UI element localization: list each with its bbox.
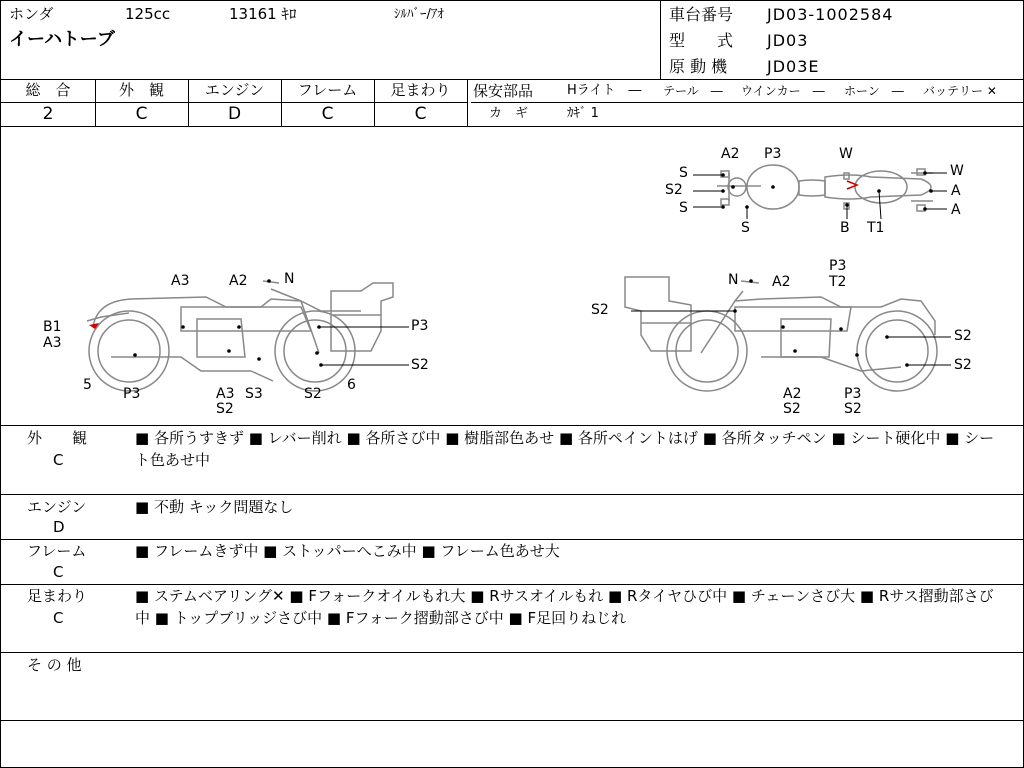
diagram-label: P3 bbox=[123, 386, 141, 402]
displacement: 125cc bbox=[125, 5, 171, 23]
grade-value-engine: D bbox=[227, 104, 242, 124]
safety-mid-rule bbox=[471, 102, 1023, 103]
remark-item: ■ ストッパーへこみ中 bbox=[263, 542, 417, 560]
diagram-label: S2 bbox=[665, 182, 683, 198]
diagram-label: S bbox=[741, 220, 750, 236]
mileage: 13161 ｷﾛ bbox=[229, 5, 297, 23]
maker: ホンダ bbox=[9, 5, 54, 23]
diagram-label: 5 bbox=[83, 377, 92, 393]
diagram-label: S2 bbox=[304, 386, 322, 402]
diagram-label: P3 bbox=[844, 386, 862, 402]
grade-header-suspension: 足まわり bbox=[390, 81, 451, 99]
remark-item: ■ フレーム色あせ大 bbox=[421, 542, 559, 560]
remark-label-engine: エンジン bbox=[27, 498, 87, 516]
diagram-label: A3 bbox=[43, 335, 62, 351]
grade-header-overall: 総 合 bbox=[25, 81, 71, 99]
type-value: JD03 bbox=[767, 31, 809, 50]
grade-value-frame: C bbox=[321, 104, 334, 124]
remark-item: ■ トップブリッジさび中 bbox=[155, 609, 322, 627]
grade-value-exterior: C bbox=[135, 104, 148, 124]
diagram-label: B bbox=[840, 220, 850, 236]
diagram-label: A2 bbox=[721, 146, 740, 162]
diagram-label: S3 bbox=[245, 386, 263, 402]
remark-item: ■ Fフォーク摺動部さび中 bbox=[327, 609, 504, 627]
diagram-label: 6 bbox=[347, 377, 356, 393]
diagram-label: T2 bbox=[829, 274, 847, 290]
grades-bottom-rule bbox=[1, 126, 1023, 127]
remark-items-suspension bbox=[135, 585, 1005, 629]
remark-grade-suspension: C bbox=[53, 609, 64, 627]
key-value: ｶｷﾞ 1 bbox=[567, 106, 599, 121]
diagram-label: A2 bbox=[783, 386, 802, 402]
safety-item-tail: テール ― bbox=[663, 84, 723, 98]
diagram-label: A bbox=[951, 183, 961, 199]
grade-header-frame: フレーム bbox=[297, 81, 358, 99]
diagram-label: S bbox=[679, 165, 688, 181]
engine-label: 原 動 機 bbox=[669, 57, 728, 76]
frame-no: JD03-1002584 bbox=[767, 5, 894, 24]
diagram-label: S2 bbox=[591, 302, 609, 318]
diagram-label: A3 bbox=[216, 386, 235, 402]
remark-grade-engine: D bbox=[53, 518, 65, 536]
remark-label-other: そ の 他 bbox=[27, 656, 82, 674]
color: ｼﾙﾊﾞｰ/ｱｵ bbox=[394, 7, 444, 22]
grade-value-overall: 2 bbox=[42, 104, 54, 124]
key-label: カ ギ bbox=[489, 106, 529, 121]
remark-rule bbox=[1, 494, 1023, 495]
safety-item-winker: ウインカー ― bbox=[741, 84, 825, 98]
diagram-label: A2 bbox=[772, 274, 791, 290]
bike-left-view bbox=[87, 281, 393, 391]
remark-items-exterior bbox=[135, 427, 1005, 471]
grade-header-engine: エンジン bbox=[204, 81, 265, 99]
remark-label-suspension: 足まわり bbox=[27, 587, 88, 605]
remark-items-engine bbox=[135, 496, 1005, 518]
model-name: イーハトーブ bbox=[9, 29, 115, 50]
diagram-label: B1 bbox=[43, 319, 62, 335]
remark-item: ■ Rサス摺動部さび中 bbox=[135, 587, 994, 627]
diagram-label: S2 bbox=[954, 357, 972, 373]
diagram-label: A bbox=[951, 202, 961, 218]
remark-item: ■ 各所タッチペン bbox=[703, 429, 827, 447]
diagram-bottom-rule bbox=[1, 425, 1023, 426]
remark-item: ■ Rタイヤひび中 bbox=[608, 587, 727, 605]
remark-item: ■ 各所ペイントはげ bbox=[559, 429, 698, 447]
diagram-label: S2 bbox=[844, 401, 862, 417]
diagram-label: S2 bbox=[216, 401, 234, 417]
remark-item: ■ 各所うすきず bbox=[135, 429, 244, 447]
remark-grade-frame: C bbox=[53, 563, 64, 581]
bike-top-view bbox=[717, 165, 933, 211]
remark-item: ■ ステムベアリング✕ bbox=[135, 587, 285, 605]
header-bottom-rule bbox=[1, 79, 1023, 80]
remark-grade-exterior: C bbox=[53, 451, 64, 469]
remark-item: ■ フレームきず中 bbox=[135, 542, 258, 560]
diagram-label: T1 bbox=[867, 220, 885, 236]
grade-header-exterior: 外 観 bbox=[118, 81, 164, 99]
diagram-label: N bbox=[284, 271, 295, 287]
remark-item: ■ Rサスオイルもれ bbox=[470, 587, 603, 605]
remark-item: ■ チェーンさび大 bbox=[732, 587, 855, 605]
safety-item-headlight: Hライト ― bbox=[567, 83, 642, 98]
remark-items-frame bbox=[135, 540, 1005, 562]
type-label: 型 式 bbox=[669, 31, 734, 50]
damage-diagram bbox=[1, 128, 1023, 425]
engine-value: JD03E bbox=[767, 57, 820, 76]
remark-rule bbox=[1, 652, 1023, 653]
remark-item: ■ 各所さび中 bbox=[346, 429, 440, 447]
remark-label-exterior: 外 観 bbox=[27, 429, 88, 447]
bike-right-view bbox=[625, 277, 937, 391]
safety-label: 保安部品 bbox=[473, 82, 534, 100]
remark-item: ■ 樹脂部色あせ bbox=[445, 429, 554, 447]
remark-item: ■ シート色あせ中 bbox=[135, 429, 994, 469]
remark-item: ■ Fフォークオイルもれ大 bbox=[289, 587, 465, 605]
grade-value-suspension: C bbox=[414, 104, 427, 124]
diagram-label: W bbox=[950, 163, 964, 179]
diagram-label: A3 bbox=[171, 273, 190, 289]
header-divider bbox=[660, 1, 661, 79]
remark-item: ■ F足回りねじれ bbox=[509, 609, 627, 627]
remark-item: ■ シート硬化中 bbox=[831, 429, 940, 447]
diagram-label: W bbox=[839, 146, 853, 162]
diagram-label: S2 bbox=[783, 401, 801, 417]
remark-label-frame: フレーム bbox=[27, 542, 87, 560]
diagram-label: P3 bbox=[829, 258, 847, 274]
diagram-label: A2 bbox=[229, 273, 248, 289]
remark-item: ■ レバー削れ bbox=[249, 429, 342, 447]
diagram-label: P3 bbox=[764, 146, 782, 162]
diagram-label: P3 bbox=[411, 318, 429, 334]
remark-rule bbox=[1, 720, 1023, 721]
diagram-label: S bbox=[679, 200, 688, 216]
grade-divider bbox=[467, 79, 468, 126]
frame-no-label: 車台番号 bbox=[669, 5, 734, 24]
safety-item-horn: ホーン ― bbox=[844, 84, 904, 98]
diagram-label: N bbox=[728, 272, 739, 288]
diagram-label: S2 bbox=[411, 357, 429, 373]
diagram-label: S2 bbox=[954, 328, 972, 344]
remark-item: ■ 不動 キック問題なし bbox=[135, 498, 293, 516]
safety-item-battery: バッテリー ✕ bbox=[923, 84, 997, 98]
